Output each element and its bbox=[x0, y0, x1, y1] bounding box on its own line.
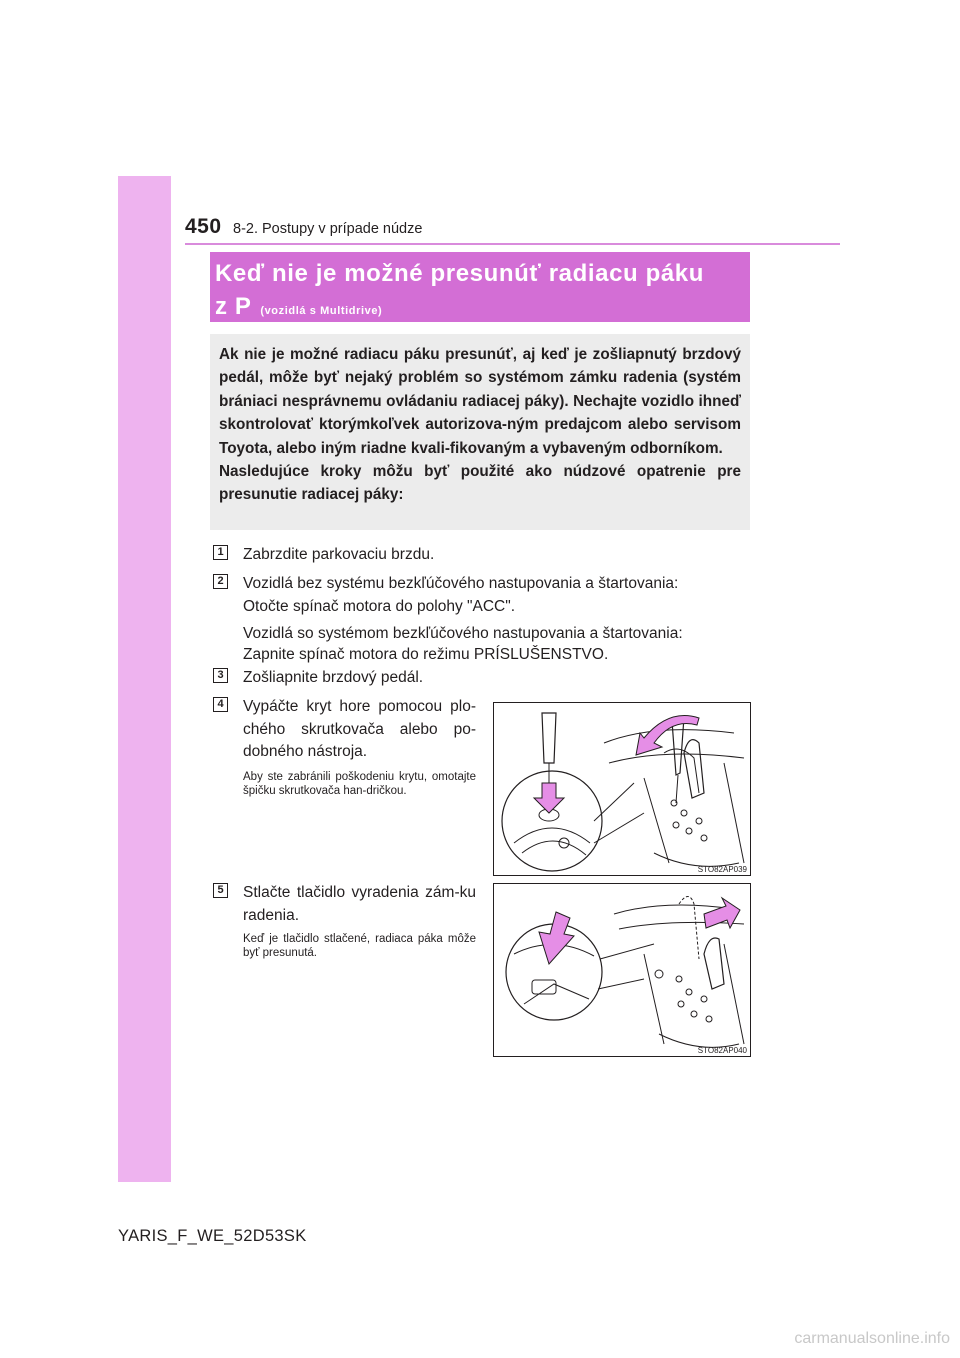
pry-cover-illustration bbox=[494, 703, 750, 875]
section-heading: 8-2. Postupy v prípade núdze bbox=[233, 221, 423, 237]
intro-paragraph-2: Nasledujúce kroky môžu byť použité ako núdzové opatrenie pre presunutie radiacej páky: bbox=[219, 463, 741, 504]
watermark: carmanualsonline.info bbox=[794, 1330, 950, 1347]
curved-arrow-icon bbox=[636, 716, 699, 756]
step-3-number: 3 bbox=[213, 668, 228, 683]
title-subtitle: (vozidlá s Multidrive) bbox=[260, 305, 383, 317]
step-4-text: Vypáčte kryt hore pomocou plo-chého skrutkovača alebo po-dobného nástroja. bbox=[243, 698, 476, 760]
press-arrow-icon bbox=[539, 912, 574, 964]
step-5-text: Stlačte tlačidlo vyradenia zám-ku radenia. bbox=[243, 884, 476, 924]
step-2-line-4: Zapnite spínač motora do režimu PRÍSLUŠENSTVO. bbox=[243, 646, 609, 663]
title-banner bbox=[210, 252, 750, 322]
chapter-sidebar-tab bbox=[118, 176, 171, 1182]
title-line-2-text: z P bbox=[215, 293, 252, 320]
figure-pry-cover bbox=[493, 702, 751, 876]
step-2-number: 2 bbox=[213, 574, 228, 589]
page-number: 450 bbox=[185, 215, 222, 238]
step-1-number: 1 bbox=[213, 545, 228, 560]
document-code: YARIS_F_WE_52D53SK bbox=[118, 1227, 307, 1245]
intro-paragraph-1: Ak nie je možné radiacu páku presunúť, aj keď je zošliapnutý brzdový pedál, môže byť nejaký problém so systémom zámku radenia (systém brániaci nesprávnemu ovládaniu radiacej páky). Nechajte vozidlo ihneď skontrolovať ktorýmkoľvek autorizova-ným predajcom alebo servisom Toyota, alebo iným riadne kvali-fikovaným a vybaveným odborníkom. bbox=[219, 346, 741, 457]
figure-code: STO82AP040 bbox=[697, 1046, 747, 1055]
step-4-number: 4 bbox=[213, 697, 228, 712]
title-line-1: Keď nie je možné presunúť radiacu páku bbox=[215, 260, 704, 287]
step-1-text: Zabrzdite parkovaciu brzdu. bbox=[243, 546, 435, 563]
intro-box bbox=[210, 334, 750, 530]
step-2-line-1: Vozidlá bez systému bezkľúčového nastupovania a štartovania: bbox=[243, 575, 679, 592]
figure-shift-lock-button bbox=[493, 883, 751, 1057]
step-5-note: Keď je tlačidlo stlačené, radiaca páka môže byť presunutá. bbox=[243, 933, 476, 959]
step-2-line-3: Vozidlá so systémom bezkľúčového nastupovania a štartovania: bbox=[243, 625, 683, 642]
step-4-note: Aby ste zabránili poškodeniu krytu, omotajte špičku skrutkovača han-dričkou. bbox=[243, 771, 476, 797]
shift-lock-illustration bbox=[494, 884, 750, 1056]
step-3-text: Zošliapnite brzdový pedál. bbox=[243, 669, 424, 686]
title-line-2 bbox=[215, 293, 382, 321]
down-arrow-icon bbox=[534, 783, 564, 813]
figure-code: STO82AP039 bbox=[697, 865, 747, 874]
header-rule bbox=[185, 243, 840, 245]
step-2-line-2: Otočte spínač motora do polohy "ACC". bbox=[243, 598, 516, 615]
step-5-number: 5 bbox=[213, 883, 228, 898]
